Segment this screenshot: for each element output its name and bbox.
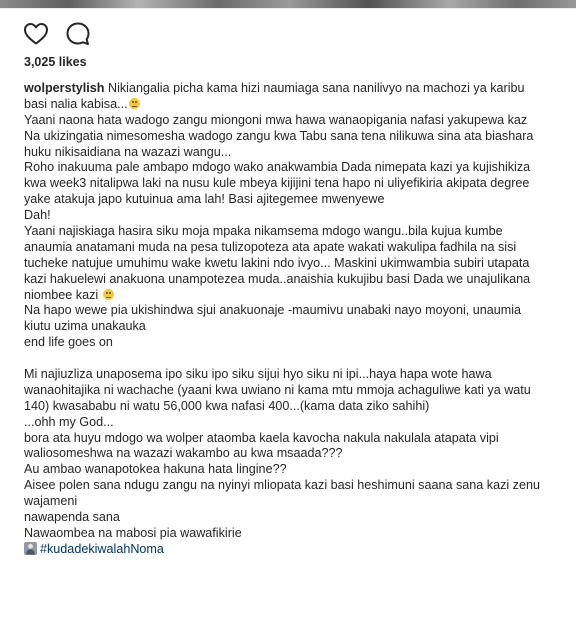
caption-line: huku nikisaidiana na wazazi wangu... xyxy=(24,144,232,159)
author-username[interactable]: wolperstylish xyxy=(24,81,105,95)
caption-line: Roho inakuuma pale ambapo mdogo wako anakwambia Dada nimepata kazi ya kujishikiza xyxy=(24,160,531,175)
caption-line: Mi najiuzliza unaposema ipo siku ipo siku sijui hyo siku ni ipi...haya hapa wote hawa xyxy=(24,367,492,382)
caption-line: end life goes on xyxy=(24,335,113,350)
caption-line: Na hapo wewe pia ukishindwa sjui anakuonaje -maumivu unabaki nayo moyoni, unaumia xyxy=(24,303,522,318)
caption-line: nawapenda sana xyxy=(24,510,120,525)
caption-line: tucheke natujue umuhimu wake kwetu lakini ndo ivyo... Maskini ukimwambia subiri utapata xyxy=(24,255,530,270)
caption-line: basi nalia kabisa... xyxy=(24,97,576,113)
caption-line: anaumia anatamani muda na pesa tulizopoteza ata apate wakati wakulipa fadhila na sisi xyxy=(24,239,517,254)
smiling-face-emoji-icon xyxy=(129,98,140,109)
caption-line: kazi hakuelewi anakuona unampotezea muda..anaishia kukujibu basi Dada we unajulikana xyxy=(24,271,531,286)
caption-line: wanaohitajika ni wachache (yaani kwa uwiano ni kama mtu mmoja achaguliwe kati ya watu xyxy=(24,382,531,397)
divider xyxy=(0,8,576,9)
caption-line: Nawaombea na mabosi pia wawafikirie xyxy=(24,525,242,540)
caption-line: Dah! xyxy=(24,208,51,223)
caption-blank-line xyxy=(24,351,576,367)
caption-line: Na ukizingatia nimesomesha wadogo zangu kwa Tabu sana tena nilikuwa sina ata biashara xyxy=(24,128,534,143)
caption-line: Yaani najiskiaga hasira siku moja mpaka nikamsema mdogo wangu..bila kujua kumbe xyxy=(24,224,503,239)
post-actions xyxy=(22,20,92,48)
caption-line: niombee kazi xyxy=(24,288,576,304)
caption-line xyxy=(24,542,576,558)
caption-line: kiutu uzima unakauka xyxy=(24,319,146,334)
post-photo-bottom-edge xyxy=(0,0,576,8)
heart-icon[interactable] xyxy=(22,20,50,48)
caption-line: waliosomeshwa na wazazi wakambo au kwa msaada??? xyxy=(24,446,343,461)
likes-count[interactable]: 3,025 likes xyxy=(24,55,87,69)
caption-line: yake atakuja japo kutuinua ama lah! Basi ajitegemee mwenyewe xyxy=(24,192,385,207)
hashtag-link[interactable]: #kudadekiwalahNoma xyxy=(40,541,164,556)
caption-line: ...ohh my God... xyxy=(24,414,114,429)
caption-first-line: Nikiangalia picha kama hizi naumiaga sana nanilivyo na machozi ya karibu xyxy=(107,81,525,95)
caption-line: kwa week3 nitalipwa laki na nusu kule mbeya kijijini tena hapo ni uliyefikiria akipata degree xyxy=(24,176,530,191)
caption-line: 140) kwasababu ni watu 56,000 kwa nafasi 400...(kama data ziko sahihi) xyxy=(24,398,430,413)
comment-icon[interactable] xyxy=(64,20,92,48)
caption-line xyxy=(24,81,576,97)
post-caption xyxy=(24,81,576,558)
caption-line: Au ambao wanapotokea hakuna hata lingine?? xyxy=(24,462,287,477)
worried-face-emoji-icon xyxy=(103,289,114,300)
caption-line: Aisee polen sana ndugu zangu na nyinyi mliopata kazi basi heshimuni saana sana kazi zenu xyxy=(24,478,540,493)
caption-line: wajameni xyxy=(24,494,78,509)
caption-line: Yaani naona hata wadogo zangu miongoni mwa hawa wanaopigania nafasi yakupewa kaz xyxy=(24,112,528,127)
person-emoji-icon xyxy=(24,542,37,555)
caption-line: bora ata huyu mdogo wa wolper ataomba kaela kavocha nakula nakulala atapata vipi xyxy=(24,430,499,445)
